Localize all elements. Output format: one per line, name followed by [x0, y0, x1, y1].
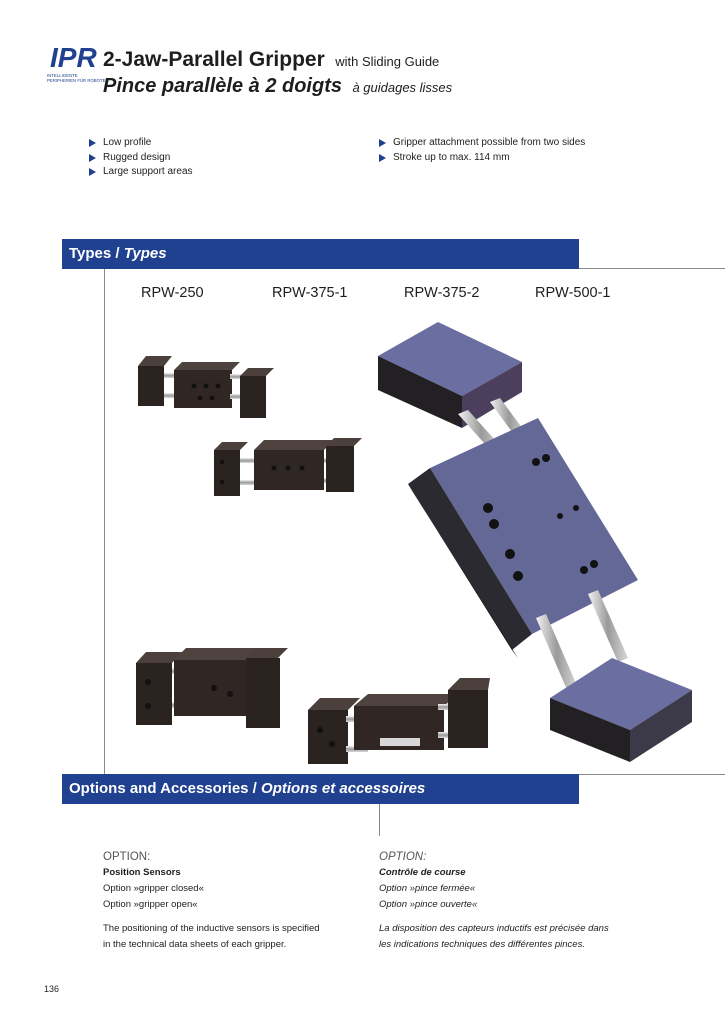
- title-fr: [103, 75, 452, 98]
- gripper-rpw-375-2-image: [136, 648, 288, 728]
- option-heading: OPTION:: [103, 851, 151, 863]
- option-line: Option »pince fermée«: [379, 883, 476, 894]
- model-label: RPW-375-1: [272, 285, 348, 301]
- section-rule: [579, 268, 725, 269]
- option-line: Option »gripper open«: [103, 899, 198, 910]
- option-note: les indications techniques des différentes pinces.: [379, 939, 585, 950]
- title-en-sub: with Sliding Guide: [335, 54, 440, 69]
- title-en-main: 2-Jaw-Parallel Gripper: [103, 48, 325, 71]
- types-section-header: Types / Types: [62, 239, 579, 269]
- option-line: Option »pince ouverte«: [379, 899, 478, 910]
- gripper-rpw-500-1-image: [308, 678, 490, 764]
- logo-tagline-2: PERIPHERIEN FÜR ROBOTER: [47, 78, 109, 83]
- column-divider: [379, 804, 380, 836]
- title-fr-main: Pince parallèle à 2 doigts: [103, 75, 342, 97]
- gripper-rpw-250-image: [138, 356, 274, 418]
- page-number: 136: [44, 984, 60, 994]
- feature-item: Large support areas: [89, 165, 193, 180]
- title-en: [103, 48, 439, 72]
- option-line: Option »gripper closed«: [103, 883, 204, 894]
- bullet-triangle-icon: [379, 154, 386, 162]
- option-note: The positioning of the inductive sensors is specified: [103, 923, 320, 934]
- option-name: Contrôle de course: [379, 867, 466, 878]
- feature-item: Low profile: [89, 136, 193, 151]
- bullet-triangle-icon: [89, 154, 96, 162]
- feature-item: Stroke up to max. 114 mm: [379, 151, 585, 166]
- ipr-logo: [44, 38, 109, 86]
- feature-list-left: [89, 136, 193, 180]
- feature-item: Gripper attachment possible from two sides: [379, 136, 585, 151]
- section-rule: [579, 774, 725, 775]
- logo-letters: IPR: [50, 42, 97, 73]
- section-vertical-rule: [104, 269, 105, 774]
- bullet-triangle-icon: [379, 139, 386, 147]
- bullet-triangle-icon: [89, 139, 96, 147]
- option-name: Position Sensors: [103, 867, 181, 878]
- bullet-triangle-icon: [89, 168, 96, 176]
- model-label: RPW-250: [141, 285, 204, 301]
- model-label: RPW-500-1: [535, 285, 611, 301]
- title-fr-sub: à guidages lisses: [352, 80, 453, 95]
- option-heading: OPTION:: [379, 851, 427, 863]
- feature-list-right: [379, 136, 585, 165]
- option-note: in the technical data sheets of each gripper.: [103, 939, 287, 950]
- gripper-product-images: [118, 318, 718, 770]
- option-note: La disposition des capteurs inductifs est précisée dans: [379, 923, 609, 934]
- option-fr: [379, 849, 609, 953]
- logo-tagline-1: INTELLIGENTE: [47, 73, 78, 78]
- option-en: [103, 849, 320, 953]
- gripper-rpw-375-1-image: [214, 438, 362, 496]
- options-section-header: Options and Accessories / Options et accessoires: [62, 774, 579, 804]
- feature-item: Rugged design: [89, 151, 193, 166]
- model-label: RPW-375-2: [404, 285, 480, 301]
